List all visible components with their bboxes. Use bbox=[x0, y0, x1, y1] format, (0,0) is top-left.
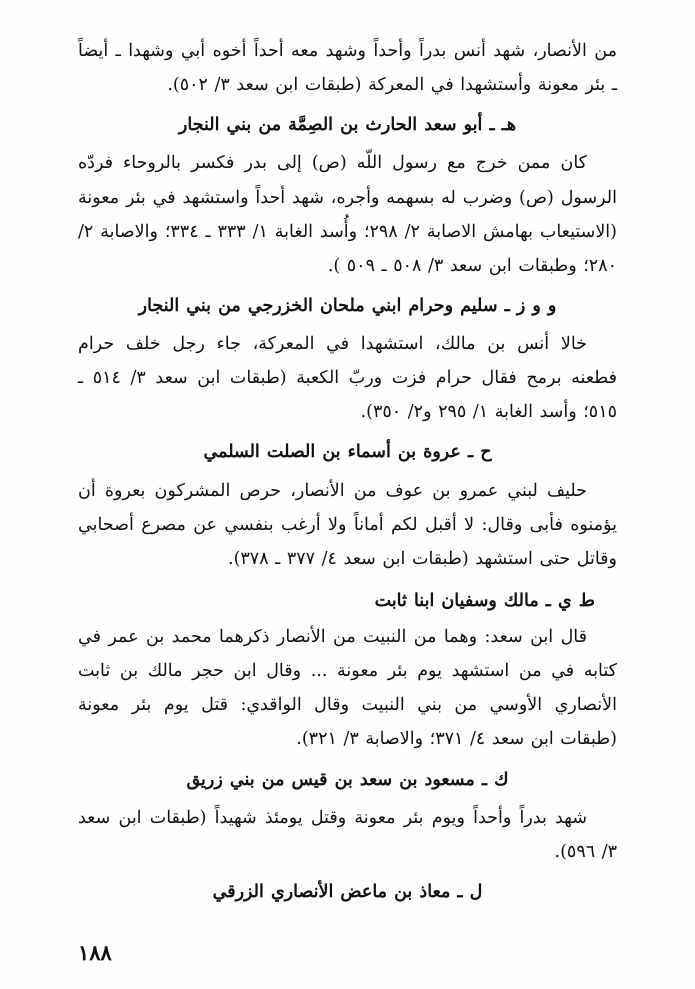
heading-urwa-bin-asma: ح ـ عروة بن أسماء بن الصلت السلمي bbox=[203, 442, 492, 463]
heading-abu-saad-al-harith: هـ ـ أبو سعد الحارث بن الصِمَّة من بني النجار bbox=[178, 115, 517, 136]
paragraph-al-harith-story: كان ممن خرج مع رسول اللّه (ص) إلى بدر فكسر بالروحاء فردّه الرسول (ص) وضرب له بسهمه وأجره، شهد أحداً واستشهد في بئر معونة (الاستيعاب بهامش الاصابة ٢/ ٢٩٨؛ وأُسد الغابة ١/ ٣٣٣ ـ ٣٣٤؛ والاصابة ٢/ ٢٨٠؛ وطبقات ابن سعد ٣/ ٥٠٨ ـ ٥٠٩ ). bbox=[78, 153, 617, 276]
paragraph-masud-story: شهد بدراً وأحداً ويوم بئر معونة وقتل يومئذ شهيداً (طبقات ابن سعد ٣/ ٥٩٦). bbox=[78, 807, 617, 862]
paragraph-ansar-badr: من الأنصار، شهد أنس بدراً وأحداً وشهد معه أحداً أخوه أبي وشهدا ـ أيضاً ـ بئر معونة وأستشهدا في المعركة (طبقات ابن سعد ٣/ ٥٠٢). bbox=[78, 41, 617, 96]
heading-muadh-bin-maidh: ل ـ معاذ بن ماعض الأنصاري الزرقي bbox=[212, 881, 483, 902]
heading-sulaym-wa-haram: و و ز ـ سليم وحرام ابني ملحان الخزرجي من بني النجار bbox=[138, 295, 557, 316]
paragraph-haram-story: خالا أنس بن مالك، استشهدا في المعركة، جاء رجل خلف حرام فطعنه برمح فقال حرام فزت وربّ الكعبة (طبقات ابن سعد ٣/ ٥١٤ ـ ٥١٥؛ وأسد الغابة ١/ ٢٩٥ و٢/ ٣٥٠). bbox=[78, 334, 617, 423]
paragraph-ibn-saad-quote: قال ابن سعد: وهما من النبيت من الأنصار ذكرهما محمد بن عمر في كتابه في من استشهد يوم بئر معونة ... وقال ابن حجر مالك بن ثابت الأنصاري الأوسي من بني النبيت وقال الواقدي: قتل يوم بئر معونة (طبقات ابن سعد ٤/ ٣٧١؛ والاصابة ٣/ ٣٢١). bbox=[78, 627, 617, 750]
page-number: ١٨٨ bbox=[78, 940, 112, 965]
heading-malik-wa-sufyan: ط ي ـ مالك وسفيان ابنا ثابت bbox=[374, 590, 595, 611]
paragraph-urwa-story: حليف لبني عمرو بن عوف من الأنصار، حرص المشركون بعروة أن يؤمنوه فأبى وقال: لا أقبل لكم أماناً ولا أرغب بنفسي عن مصرع أصحابي وقاتل حتى استشهد (طبقات ابن سعد ٤/ ٣٧٧ ـ ٣٧٨). bbox=[78, 480, 617, 569]
page-content bbox=[78, 34, 617, 913]
heading-masud-bin-saad: ك ـ مسعود بن سعد بن قيس من بني زريق bbox=[186, 769, 509, 790]
